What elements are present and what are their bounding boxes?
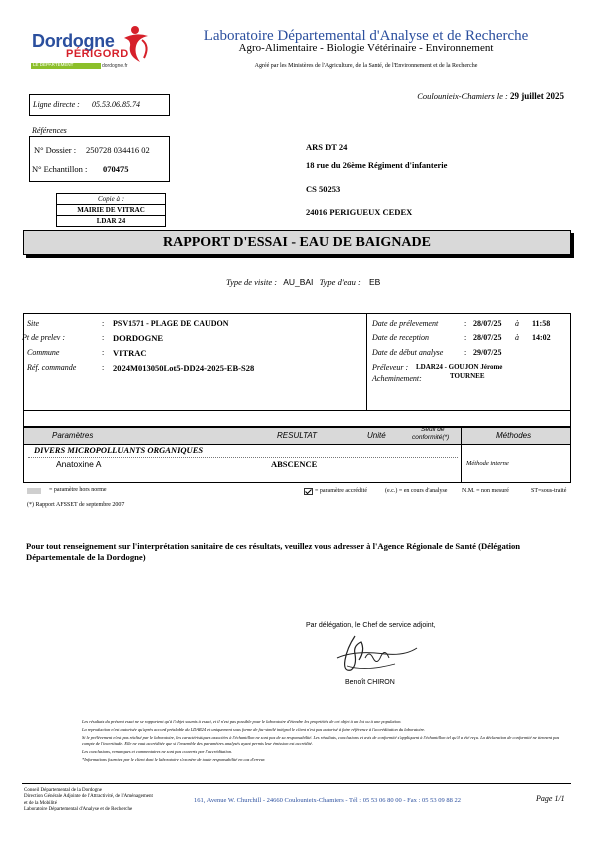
disclaimer [82, 719, 564, 763]
recipient-line2: 18 rue du 26ème Régiment d'infanterie [306, 160, 448, 170]
col-sep-1 [461, 428, 462, 444]
col-sep-2 [461, 444, 462, 482]
logo-site: dordogne.fr [102, 63, 128, 69]
date-recep-a: à [515, 333, 519, 342]
copy-title: Copie à : [57, 194, 165, 205]
footer-org [24, 788, 153, 813]
row-methode: Méthode interne [466, 460, 509, 467]
date-prelev-value: 28/07/25 [473, 319, 502, 328]
lab-name: Laboratoire Départemental d'Analyse et de Recherche [203, 28, 529, 44]
copy-line2: LDAR 24 [96, 217, 126, 225]
date-recep-label: Date de reception [372, 333, 430, 342]
legend-en-cours: (e.c.) = en cours d'analyse [385, 488, 448, 494]
logo-line1: Dordogne [32, 31, 115, 51]
footer-org-line2: Direction Générale Adjointe de l'Attractivité, de l'Aménagement [24, 794, 153, 800]
results-table [23, 427, 571, 483]
footer-org-line4: Laboratoire Départemental d'Analyse et de Recherche [24, 806, 133, 812]
disclaimer-line: *Informations fournies par le client dont le laboratoire s'exonère de toute responsabilité en cas d'erreur. [82, 757, 266, 762]
direct-line-label: Ligne directe : [33, 100, 80, 109]
sample-divider [366, 314, 367, 410]
footer-rule [22, 783, 571, 784]
afsset-note: (*) Rapport AFSSET de septembre 2007 [27, 502, 125, 508]
preleveur-label: Préleveur : [372, 363, 409, 372]
site-label: Site [27, 319, 39, 328]
date-analyse-label: Date de début analyse [372, 348, 444, 357]
place-date-value: 29 juillet 2025 [510, 91, 564, 101]
results-group: DIVERS MICROPOLLUANTS ORGANIQUES [34, 445, 204, 455]
header-methodes: Méthodes [496, 431, 532, 440]
logo-line2: PÉRIGORD [66, 48, 129, 60]
commune-label: Commune [27, 348, 60, 357]
date-prelev-label: Date de prélevement [372, 319, 439, 328]
type-visite-value: AU_BAI [283, 277, 314, 287]
colon-3: : [102, 348, 105, 357]
accredited-icon [304, 488, 313, 495]
legend-non-mesure: N.M. = non mesuré [462, 488, 509, 494]
disclaimer-line: Les résultats du présent essai ne se rapportent qu'à l'objet soumis à essai, et il n'est pas possible pour le laboratoire d'étendre les propriétés de cet objet à un lot ou à une population. [82, 719, 402, 724]
dossier-value: 250728 034416 02 [86, 145, 150, 155]
colon-1: : [102, 319, 105, 328]
dossier-label: N° Dossier : [34, 145, 77, 155]
place-date [362, 91, 564, 101]
type-eau-value: EB [369, 277, 381, 287]
visit-line [226, 277, 380, 287]
date-recep-value: 28/07/25 [473, 333, 502, 342]
date-analyse-value: 29/07/25 [473, 348, 502, 357]
disclaimer-line: La reproduction n'est autorisée qu'après accord préalable du LDAR24 et uniquement sous forme de fac-similé intégral le client n'est pas autorisé à faire référence à l'accréditation du laboratoire. [82, 727, 426, 732]
pt-value: DORDOGNE [113, 333, 164, 343]
type-visite-label: Type de visite : [226, 277, 278, 287]
department-logo [28, 22, 146, 74]
row-resultat: ABSCENCE [271, 459, 318, 469]
date-prelev-a: à [515, 319, 519, 328]
footer-org-line3: et de la Mobilité [24, 800, 57, 806]
header-resultat: RESULTAT [277, 431, 318, 440]
direct-line-box [29, 94, 170, 116]
place-date-prefix: Coulounieix-Chamiers le : [417, 91, 508, 101]
logo-figure-icon [120, 24, 152, 64]
row-parametre: Anatoxine A [56, 459, 102, 469]
ref-value: 2024M013050Lot5-DD24-2025-EB-S28 [113, 363, 255, 373]
echantillon-value: 070475 [103, 164, 129, 174]
report-title-band [23, 230, 571, 255]
header-seuil-1: Seuil de [421, 426, 445, 433]
page-number: Page 1/1 [536, 794, 565, 803]
ars-note: Pour tout renseignement sur l'interprétation sanitaire de ces résultats, veuillez vous adresser à l'Agence Régionale de Santé (Délégation Départementale de la Dordogne) [26, 541, 521, 562]
type-eau-label: Type d'eau : [319, 277, 361, 287]
logo-tagline: LE DÉPARTEMENT [33, 62, 74, 67]
disclaimer-line: Les conclusions, remarques et commentaires ne sont pas couverts par l'accréditation. [82, 749, 233, 754]
references-box [29, 136, 170, 182]
colon-4: : [102, 363, 105, 372]
recipient-line4: 24016 PERIGUEUX CEDEX [306, 207, 413, 217]
recipient-line1: ARS DT 24 [306, 142, 348, 152]
colon-2: : [102, 333, 105, 342]
report-title: RAPPORT D'ESSAI - EAU DE BAIGNADE [162, 235, 431, 250]
commune-value: VITRAC [113, 348, 147, 358]
acheminement-label: Acheminement: [372, 374, 422, 383]
lab-approval: Agréé par les Ministères de l'Agriculture, de la Santé, de l'Environnement et de la Recherche [254, 63, 478, 69]
legend-non-norme-swatch [27, 488, 41, 494]
colon-6: : [464, 333, 467, 342]
disclaimer-line: Si le prélèvement n'est pas réalisé par le laboratoire, les caractéristiques associées à l'échantillon ne sont pas de sa responsabilité. Les résultats, conclusions et avis de conformité s'appliquent à l'échantillon tel qu'il a été reçu. La déclaration de conformité ne tiennent pas compte de l'incertitude. Elle ne vaut accréditée que si l'ensemble des paramètres analysés ayant permis leur émission est accrédité. [82, 735, 560, 746]
signature-icon [325, 628, 425, 678]
group-underline [28, 457, 458, 458]
recipient-line3: CS 50253 [306, 184, 341, 194]
footer-org-line1: Conseil Départemental de la Dordogne [24, 788, 103, 793]
legend-sous-traite: ST=sous-traité [531, 488, 567, 494]
sample-info-box [23, 313, 571, 427]
date-prelev-time: 11:58 [532, 319, 551, 328]
lab-subtitle: Agro-Alimentaire - Biologie Vétérinaire - Environnement [238, 42, 494, 54]
site-value: PSV1571 - PLAGE DE CAUDON [113, 319, 229, 328]
acheminement-value: TOURNEE [450, 372, 485, 380]
footer-address: 161, Avenue W. Churchill - 24660 Coulounieix-Chamiers - Tél : 05 53 06 80 00 - Fax : 05 53 09 88 22 [194, 797, 461, 804]
header-parametres: Paramètres [52, 431, 94, 440]
signature-name: Benoît CHIRON [345, 679, 395, 686]
legend-accredite: = paramètre accrédité [315, 488, 368, 494]
date-recep-time: 14:02 [532, 333, 551, 342]
header-unite: Unité [367, 431, 386, 440]
echantillon-label: N° Echantillon : [32, 164, 88, 174]
colon-5: : [464, 319, 467, 328]
ref-label: Réf. commande [27, 363, 77, 372]
signature-delegation: Par délégation, le Chef de service adjoint, [306, 622, 436, 629]
direct-line-value: 05.53.06.85.74 [92, 100, 140, 109]
sample-bottom-rule [24, 410, 570, 411]
preleveur-value: LDAR24 - GOUJON Jérome [416, 363, 503, 371]
pt-label: Pt de prelev : [22, 333, 66, 342]
copy-line1: MAIRIE DE VITRAC [57, 205, 165, 216]
references-title: Références [32, 126, 67, 135]
header-seuil-2: conformité(*) [412, 434, 450, 441]
colon-7: : [464, 348, 467, 357]
copy-box [56, 193, 166, 227]
logo-tagline-bar [31, 63, 101, 69]
legend-non-norme: = paramètre hors norme [49, 487, 107, 493]
